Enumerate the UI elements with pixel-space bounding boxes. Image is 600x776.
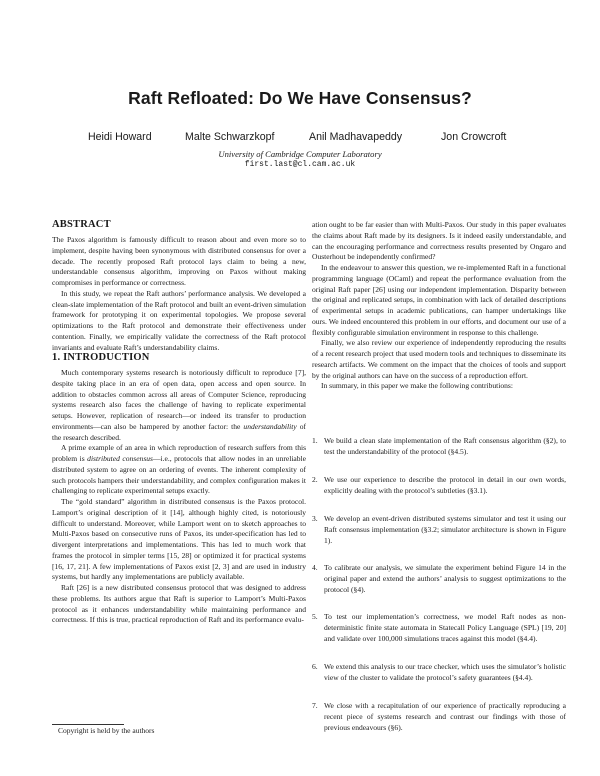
abstract-body (52, 235, 306, 353)
list-text: We use our experience to describe the protocol in detail in our own words, explicitly dealing with the protocol’s subtleties (§3.1). (324, 475, 566, 495)
body-paragraph (52, 368, 306, 443)
list-number: 5. (312, 612, 318, 621)
list-text: We close with a recapitulation of our experience of practically reproducing a recent piece of systems research and contrast our findings with those of previous endeavours (§6). (324, 701, 566, 732)
list-text: We build a clean slate implementation of the Raft consensus algorithm (§2), to test the understandability of the protocol (§4.5). (324, 436, 566, 456)
body-text: of the research described. (52, 421, 306, 442)
body-text: —i.e., protocols that allow nodes in an unreliable distributed system to agree on an ordering of events. The inherent complexity of such protocols hampers their understandability, and complex configuration makes it challenging to replicate experimental setups exactly. (52, 454, 306, 496)
body-paragraph: The “gold standard” algorithm in distributed consensus is the Paxos protocol. Lamport’s original description of it [14], although highly cited, is notoriously difficult to understand. Moreover, while Lamport went on to sketch approaches to Multi-Paxos based on consecutive runs of Paxos, its under-specification has led to divergent interpretations and implementations. This has led to much work that frames the protocol in simpler terms [15, 28] or optimized it for practical systems [16, 17, 21]. A few implementations of Paxos exist [2, 3] and are used in industry systems, but hardly any implementations are publicly available. (52, 497, 306, 582)
abstract-heading: ABSTRACT (52, 219, 111, 230)
list-number: 7. (312, 701, 318, 710)
body-text: A prime example of an area in which reproduction of research suffers from this problem is (52, 443, 306, 463)
list-number: 2. (312, 475, 318, 484)
author-name: Jon Crowcroft (441, 131, 507, 143)
body-paragraph: Raft [26] is a new distributed consensus protocol that was designed to address these problems. Its authors argue that Raft is superior to Lamport’s Multi-Paxos protocol as it enhances understandability while maintaining performance and correctness. If this is true, practical reproduction of Raft and its performance evalu- (52, 583, 306, 625)
body-paragraph: ation ought to be far easier than with Multi-Paxos. Our study in this paper evaluates the claims about Raft made by its designers. Is it indeed easily understandable, and can the encouraging performance and correctness results presented by Ongaro and Ousterhout be independently confirmed? (312, 220, 566, 262)
list-number: 1. (312, 436, 318, 445)
list-text: To test our implementation’s correctness, we model Raft nodes as non-deterministic finite state automata in Statecall Policy Language (SPL) [19, 20] and validate over 100,000 simulations traces against this model (§4.4). (324, 612, 566, 643)
introduction-body (52, 368, 306, 626)
body-paragraph: In the endeavour to answer this question, we re-implemented Raft in a functional programming language (OCaml) and repeat the performance evaluation from the original Raft paper [26] using our independent implementation. Disparity between the original and replicated setups, in combination with lack of detailed descriptions of experimental setups in academic publications, can hamper undertakings like ours. We indeed encountered this problem in our efforts, and document our use of a flexibly configurable simulation environment in response to this challenge. (312, 263, 566, 337)
abstract-paragraph: The Paxos algorithm is famously difficult to reason about and even more so to implement, despite having been synonymous with distributed consensus for over a decade. The recently proposed Raft protocol lays claim to being a new, understandable consensus algorithm, improving on Paxos without making compromises in performance or correctness. (52, 235, 306, 287)
list-number: 3. (312, 514, 318, 523)
author-name: Heidi Howard (88, 131, 152, 143)
body-text: Much contemporary systems research is notoriously difficult to reproduce [7], despite taking place in an era of open data, open access and open source. In addition to obstacles common across all areas of Computer Science, reproducing systems research also faces the challenge of having to replicate experimental setups. However, replication of research—or indeed its transfer to production environments—can also be hampered by another factor: the (52, 368, 306, 431)
footnote-rule (52, 724, 124, 725)
list-number: 6. (312, 662, 318, 671)
author-name: Malte Schwarzkopf (185, 131, 275, 143)
abstract-paragraph: In this study, we repeat the Raft authors’ performance analysis. We developed a clean-slate implementation of the Raft protocol and built an event-driven simulation framework for prototyping it on experimental topologies. We propose several optimizations to the Raft protocol and demonstrate their effectiveness under contention. Finally, we empirically validate the correctness of the Raft protocol invariants and evaluate Raft’s understandability claims. (52, 288, 307, 352)
body-paragraph: Finally, we also review our experience of independently reproducing the results of a recent research project that used modern tools and techniques to disseminate its research artifacts. We comment on the impact that the choices of tools and support by the original authors can have on the success of a reproduction effort. (312, 338, 566, 380)
body-paragraph: In summary, in this paper we make the following contributions: (321, 381, 513, 391)
list-text: We develop an event-driven distributed systems simulator and test it using our Raft consensus implementation (§3.2; simulator architecture is shown in Figure 1). (324, 514, 566, 545)
author-email: first.last@cl.cam.ac.uk (244, 160, 356, 169)
copyright-footnote: Copyright is held by the authors (58, 726, 155, 735)
list-text: We extend this analysis to our trace checker, which uses the simulator’s holistic view of the cluster to validate the protocol’s safety guarantees (§4.4). (324, 662, 566, 682)
emphasis-text: distributed consensus (87, 454, 153, 463)
paper-title: Raft Refloated: Do We Have Consensus? (128, 88, 472, 108)
list-text: To calibrate our analysis, we simulate the experiment behind Figure 14 in the original paper and extend the authors’ analysis to suggest optimizations to the protocol (§4). (324, 563, 566, 594)
body-paragraph (52, 443, 306, 497)
author-name: Anil Madhavapeddy (309, 131, 403, 143)
list-number: 4. (312, 563, 318, 572)
emphasis-text: understandability (243, 421, 297, 431)
contributions-list (312, 0, 566, 776)
affiliation: University of Cambridge Computer Laboratory (218, 149, 382, 159)
section-heading-introduction: 1. INTRODUCTION (52, 352, 150, 363)
